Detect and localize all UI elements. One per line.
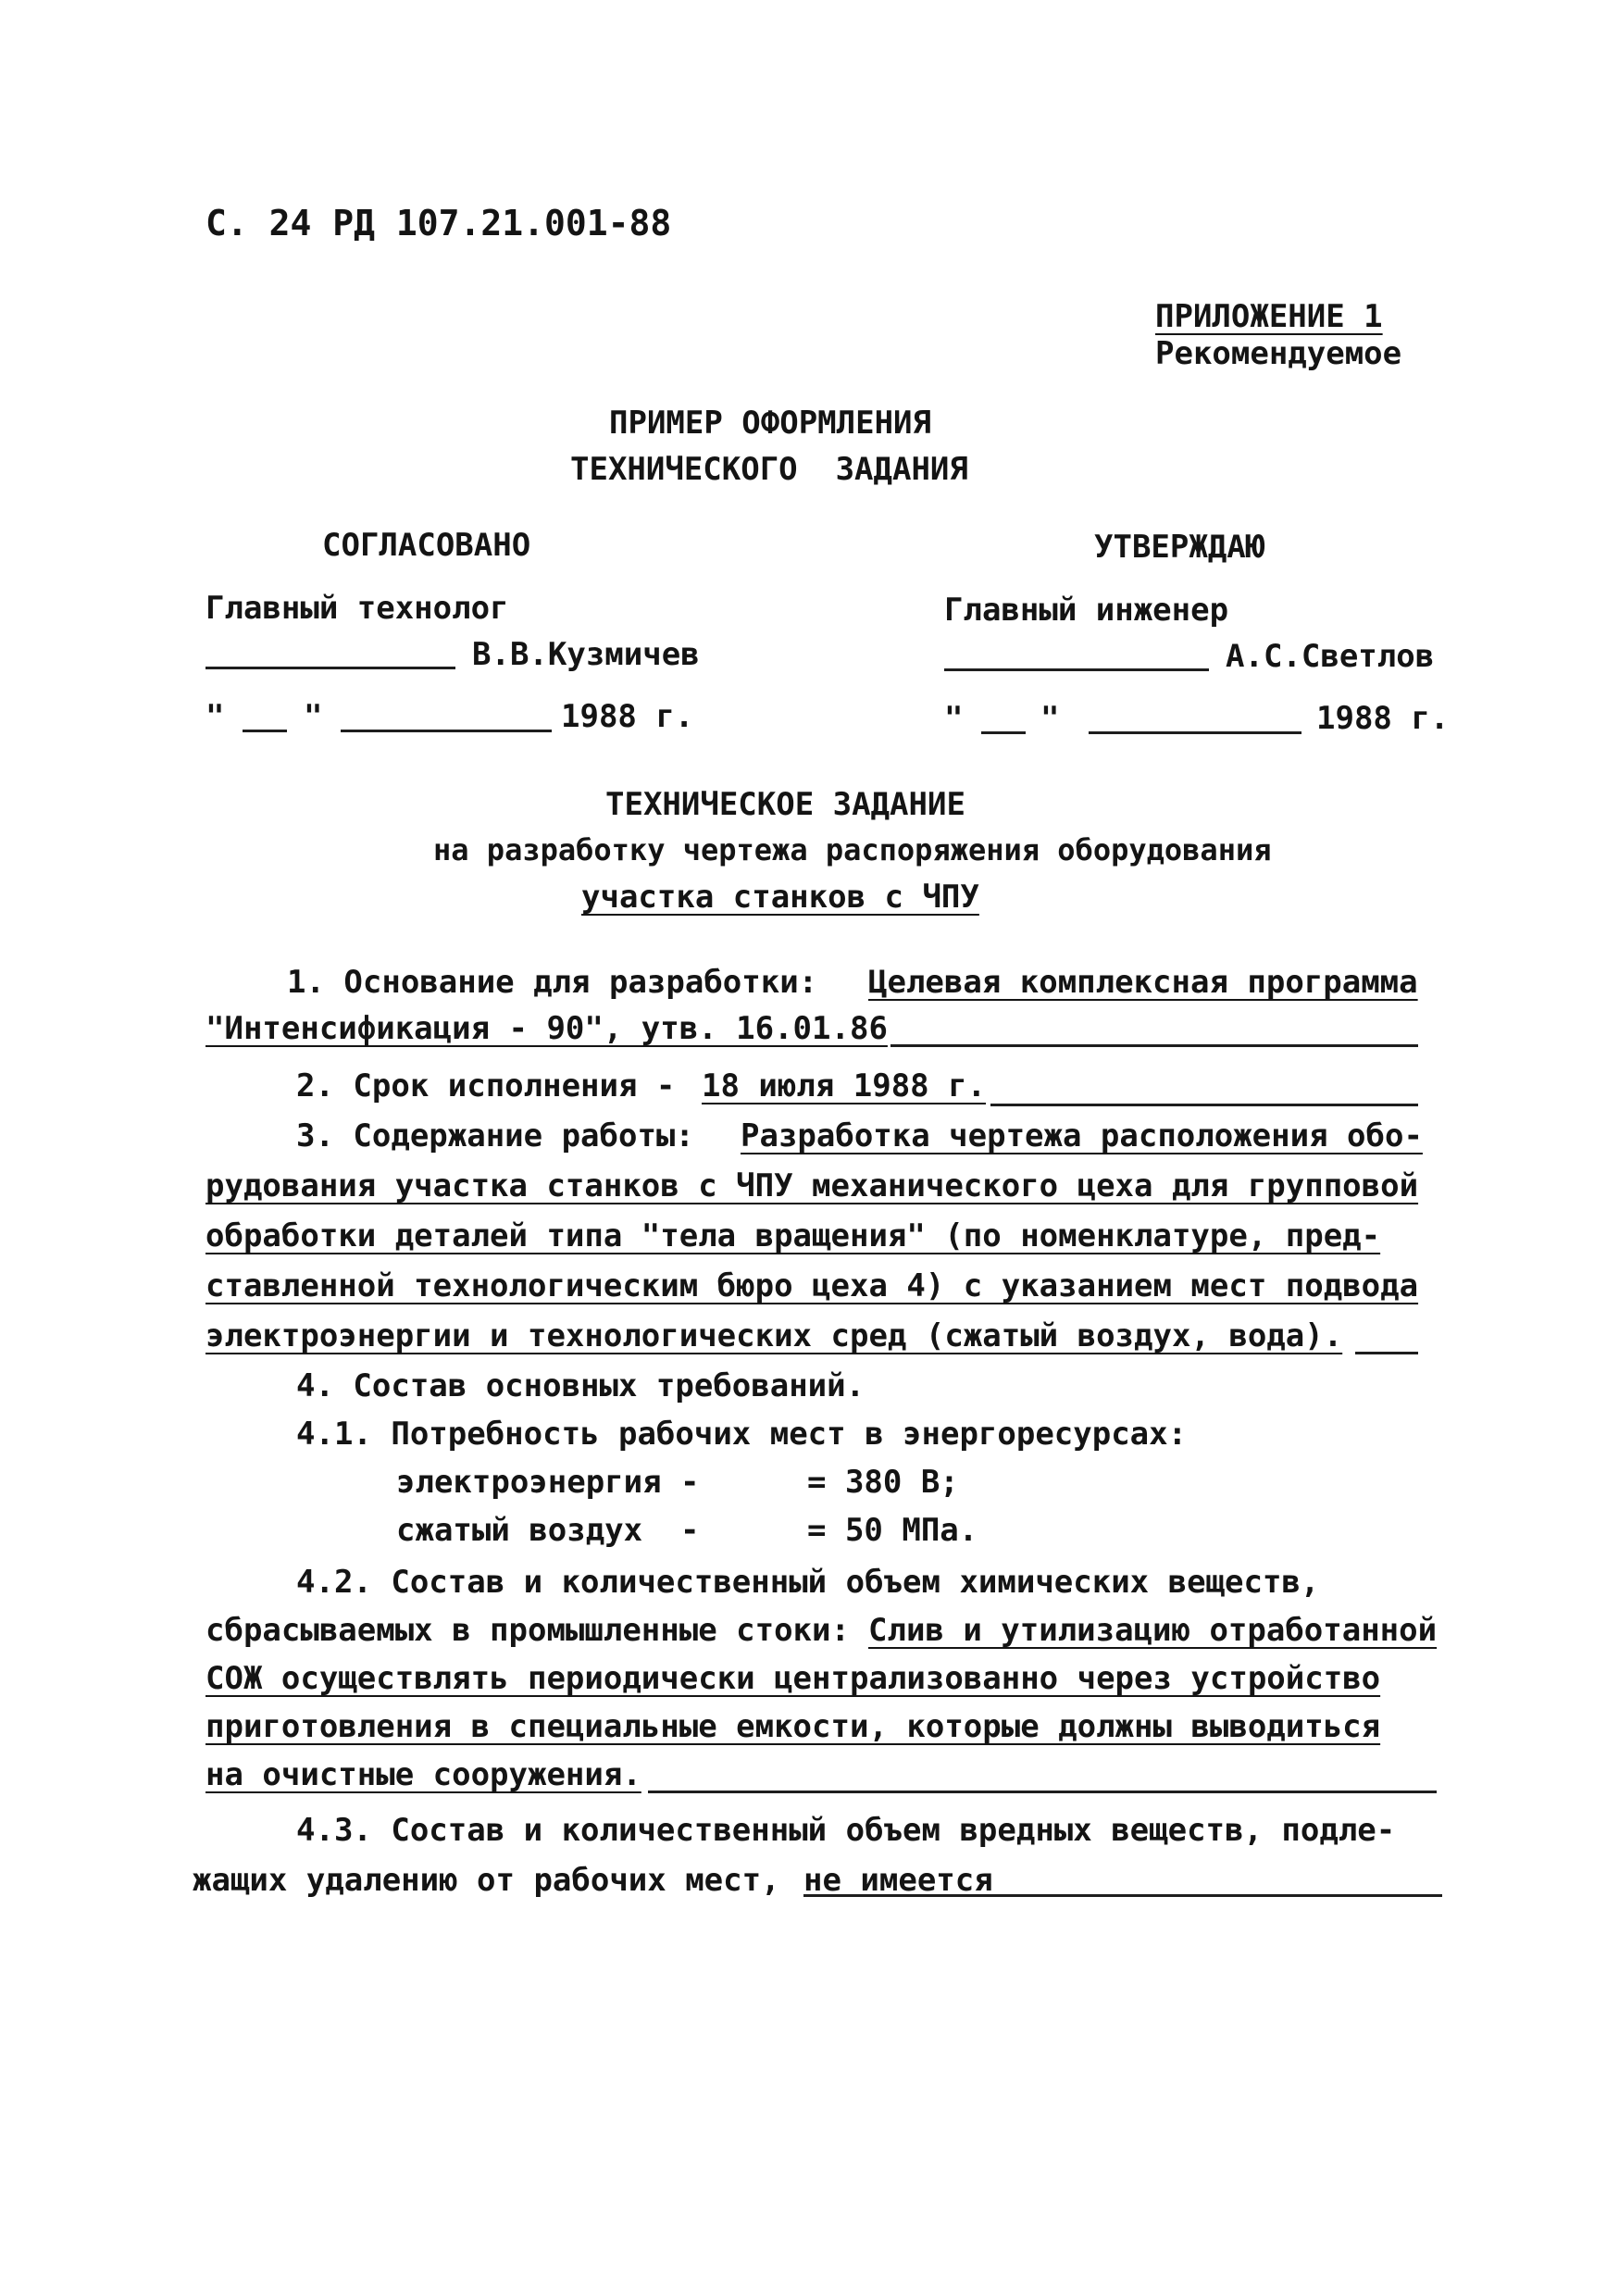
approval-right-quote-close: " bbox=[1040, 700, 1060, 737]
section-2-fill-line bbox=[990, 1104, 1418, 1106]
section-1-fill-line bbox=[890, 1044, 1418, 1047]
section-4-1-air-label: сжатый воздух - bbox=[396, 1512, 700, 1549]
section-1-value-line2: "Интенсификация - 90", утв. 16.01.86 bbox=[205, 1010, 888, 1047]
date-day-line-right bbox=[981, 731, 1026, 734]
section-3-line2: рудования участка станков с ЧПУ механического цеха для групповой bbox=[205, 1167, 1419, 1204]
section-4-3-fill-line bbox=[803, 1894, 1442, 1897]
approval-left-quote-close: " bbox=[304, 698, 323, 735]
approval-approved-heading: УТВЕРЖДАЮ bbox=[1094, 529, 1265, 566]
date-day-line-left bbox=[243, 730, 287, 732]
section-4-1-electricity-value: = 380 В; bbox=[807, 1464, 959, 1501]
section-3-line4: ставленной технологическим бюро цеха 4) с указанием мест подвода bbox=[205, 1267, 1419, 1304]
approval-right-name: А.С.Светлов bbox=[1226, 638, 1435, 675]
section-3-line3: обработки деталей типа "тела вращения" (по номенклатуре, пред- bbox=[205, 1217, 1381, 1254]
section-4-2-line3: СОЖ осуществлять периодически централизованно через устройство bbox=[205, 1660, 1381, 1697]
section-4-1-title: 4.1. Потребность рабочих мест в энергоресурсах: bbox=[296, 1416, 1188, 1453]
section-4-1-air-value: = 50 МПа. bbox=[807, 1512, 978, 1549]
appendix-status: Рекомендуемое bbox=[1155, 335, 1402, 372]
appendix-title: ПРИЛОЖЕНИЕ 1 bbox=[1155, 298, 1383, 335]
section-1-value-line1: Целевая комплексная программа bbox=[868, 964, 1418, 1001]
section-2-value: 18 июля 1988 г. bbox=[702, 1067, 987, 1104]
section-3-label: 3. Содержание работы: bbox=[296, 1117, 694, 1154]
section-3-fill-line bbox=[1355, 1352, 1418, 1354]
spec-subtitle-1: на разработку чертежа распоряжения оборудования bbox=[433, 832, 1272, 867]
section-4-2-line2-label: сбрасываемых в промышленные стоки: bbox=[205, 1612, 850, 1649]
section-4-3-line1: 4.3. Состав и количественный объем вредных веществ, подле- bbox=[296, 1812, 1396, 1849]
section-4-3-line2-value: не имеется bbox=[803, 1862, 993, 1899]
section-3-line1: Разработка чертежа расположения обо- bbox=[741, 1117, 1423, 1154]
signature-line-right bbox=[944, 668, 1209, 671]
approval-right-year: 1988 г. bbox=[1316, 700, 1450, 737]
approval-right-quote-open: " bbox=[944, 700, 964, 737]
spec-title: ТЕХНИЧЕСКОЕ ЗАДАНИЕ bbox=[605, 786, 965, 823]
section-4-2-line2-value: Слив и утилизацию отработанной bbox=[868, 1612, 1438, 1649]
spec-subtitle-2: участка станков с ЧПУ bbox=[581, 879, 979, 916]
approval-left-position: Главный технолог bbox=[205, 590, 509, 627]
approval-left-quote-open: " bbox=[205, 698, 225, 735]
approval-right-position: Главный инженер bbox=[944, 592, 1229, 629]
section-4-3-line2-label: жащих удалению от рабочих мест, bbox=[193, 1862, 780, 1899]
section-4-1-electricity-label: электроэнергия - bbox=[396, 1464, 700, 1501]
page-reference: С. 24 РД 107.21.001-88 bbox=[205, 203, 672, 243]
approval-left-name: В.В.Кузмичев bbox=[472, 636, 700, 673]
section-3-line5: электроэнергии и технологических сред (сжатый воздух, вода). bbox=[205, 1317, 1343, 1354]
section-4-2-fill-line bbox=[648, 1791, 1437, 1793]
signature-line-left bbox=[205, 667, 455, 669]
date-month-line-right bbox=[1089, 731, 1301, 734]
section-4-2-line5: на очистные сооружения. bbox=[205, 1756, 641, 1793]
approval-agreed-heading: СОГЛАСОВАНО bbox=[322, 527, 531, 564]
section-4-2-line4: приготовления в специальные емкости, которые должны выводиться bbox=[205, 1708, 1381, 1745]
approval-left-year: 1988 г. bbox=[561, 698, 694, 735]
section-1-label: 1. Основание для разработки: bbox=[287, 964, 818, 1001]
example-title-line1: ПРИМЕР ОФОРМЛЕНИЯ bbox=[609, 405, 931, 442]
section-2-label: 2. Срок исполнения - bbox=[296, 1067, 676, 1104]
date-month-line-left bbox=[341, 730, 552, 732]
example-title-line2: ТЕХНИЧЕСКОГО ЗАДАНИЯ bbox=[570, 451, 968, 488]
section-4-title: 4. Состав основных требований. bbox=[296, 1367, 866, 1404]
section-4-2-line1: 4.2. Состав и количественный объем химических веществ, bbox=[296, 1564, 1320, 1601]
